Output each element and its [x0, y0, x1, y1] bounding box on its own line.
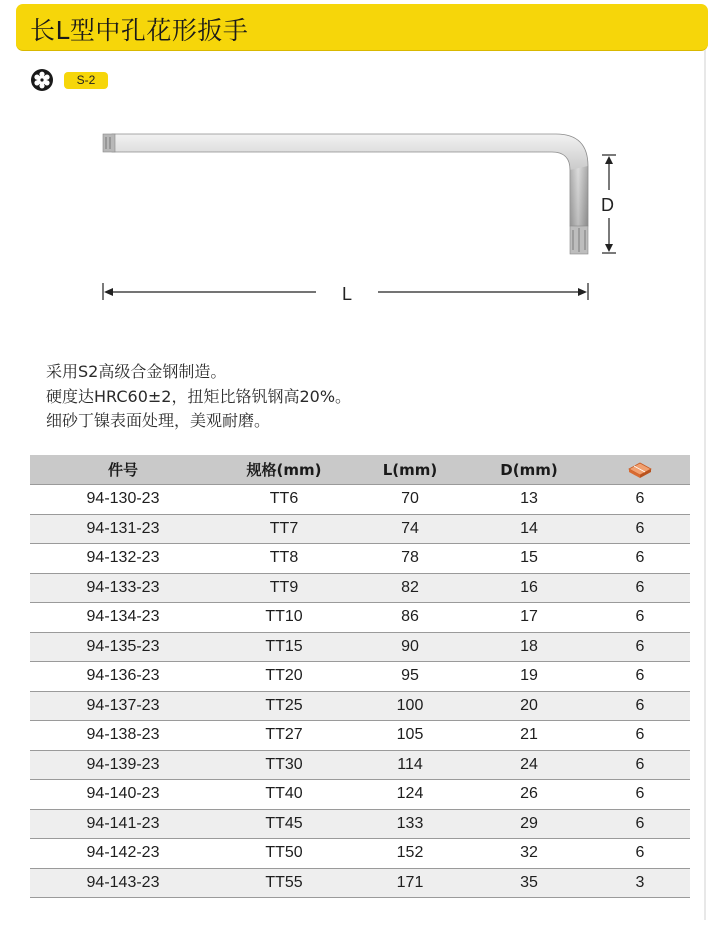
- cell-quantity: 6: [590, 721, 690, 751]
- title-bar: [16, 4, 708, 51]
- box-quantity-icon: [627, 461, 653, 479]
- table-row: [30, 485, 690, 515]
- cell-diameter: 20: [468, 691, 590, 721]
- cell-part-number: 94-143-23: [30, 868, 216, 898]
- table-row: [30, 809, 690, 839]
- cell-spec: TT8: [216, 544, 352, 574]
- cell-quantity: 6: [590, 573, 690, 603]
- cell-diameter: 18: [468, 632, 590, 662]
- header-length: L(mm): [352, 455, 468, 485]
- cell-quantity: 6: [590, 750, 690, 780]
- cell-quantity: 6: [590, 691, 690, 721]
- description-line: 细砂丁镍表面处理，美观耐磨。: [46, 411, 271, 430]
- cell-part-number: 94-137-23: [30, 691, 216, 721]
- cell-length: 74: [352, 514, 468, 544]
- cell-quantity: 6: [590, 632, 690, 662]
- cell-part-number: 94-132-23: [30, 544, 216, 574]
- cell-spec: TT40: [216, 780, 352, 810]
- cell-spec: TT7: [216, 514, 352, 544]
- cell-spec: TT27: [216, 721, 352, 751]
- header-diameter: D(mm): [468, 455, 590, 485]
- s2-badge: S-2: [64, 72, 108, 89]
- spec-table: [30, 455, 690, 898]
- cell-diameter: 24: [468, 750, 590, 780]
- table-header-row: [30, 455, 690, 485]
- cell-length: 152: [352, 839, 468, 869]
- cell-spec: TT15: [216, 632, 352, 662]
- l-wrench-shape: [103, 134, 588, 254]
- cell-part-number: 94-130-23: [30, 485, 216, 515]
- page-title: 长L型中孔花形扳手: [30, 16, 249, 45]
- cell-part-number: 94-131-23: [30, 514, 216, 544]
- cell-quantity: 6: [590, 662, 690, 692]
- cell-length: 82: [352, 573, 468, 603]
- cell-diameter: 16: [468, 573, 590, 603]
- cell-part-number: 94-142-23: [30, 839, 216, 869]
- dim-l-label: L: [342, 284, 353, 304]
- cell-spec: TT6: [216, 485, 352, 515]
- cell-diameter: 26: [468, 780, 590, 810]
- table-row: [30, 514, 690, 544]
- cell-part-number: 94-133-23: [30, 573, 216, 603]
- cell-length: 95: [352, 662, 468, 692]
- cell-spec: TT45: [216, 809, 352, 839]
- cell-part-number: 94-141-23: [30, 809, 216, 839]
- header-part-no: 件号: [30, 455, 216, 485]
- cell-spec: TT30: [216, 750, 352, 780]
- cell-diameter: 35: [468, 868, 590, 898]
- cell-quantity: 6: [590, 544, 690, 574]
- cell-quantity: 6: [590, 839, 690, 869]
- table-row: [30, 780, 690, 810]
- wrench-drawing: [0, 100, 713, 320]
- table-row: [30, 750, 690, 780]
- cell-spec: TT55: [216, 868, 352, 898]
- cell-quantity: 3: [590, 868, 690, 898]
- cell-spec: TT10: [216, 603, 352, 633]
- cell-length: 90: [352, 632, 468, 662]
- cell-length: 114: [352, 750, 468, 780]
- cell-diameter: 32: [468, 839, 590, 869]
- description-line: 硬度达HRC60±2，扭矩比铬钒钢高20%。: [46, 386, 352, 406]
- table-row: [30, 632, 690, 662]
- header-spec: 规格(mm): [216, 455, 352, 485]
- cell-part-number: 94-134-23: [30, 603, 216, 633]
- cell-quantity: 6: [590, 485, 690, 515]
- cell-quantity: 6: [590, 603, 690, 633]
- table-row: [30, 603, 690, 633]
- cell-diameter: 13: [468, 485, 590, 515]
- cell-spec: TT20: [216, 662, 352, 692]
- cell-part-number: 94-136-23: [30, 662, 216, 692]
- description-line: 采用S2高级合金钢制造。: [46, 362, 227, 381]
- table-row: [30, 691, 690, 721]
- cell-part-number: 94-135-23: [30, 632, 216, 662]
- cell-length: 105: [352, 721, 468, 751]
- cell-diameter: 21: [468, 721, 590, 751]
- cell-diameter: 14: [468, 514, 590, 544]
- cell-length: 78: [352, 544, 468, 574]
- cell-diameter: 17: [468, 603, 590, 633]
- cell-quantity: 6: [590, 780, 690, 810]
- cell-part-number: 94-138-23: [30, 721, 216, 751]
- header-quantity: [590, 455, 690, 485]
- cell-length: 171: [352, 868, 468, 898]
- cell-diameter: 15: [468, 544, 590, 574]
- table-row: [30, 662, 690, 692]
- cell-spec: TT50: [216, 839, 352, 869]
- cell-part-number: 94-139-23: [30, 750, 216, 780]
- cell-spec: TT25: [216, 691, 352, 721]
- table-row: [30, 573, 690, 603]
- cell-quantity: 6: [590, 809, 690, 839]
- cell-quantity: 6: [590, 514, 690, 544]
- table-row: [30, 721, 690, 751]
- dim-d-label: D: [601, 195, 614, 215]
- cell-length: 133: [352, 809, 468, 839]
- torx-icon: [30, 68, 54, 92]
- cell-length: 100: [352, 691, 468, 721]
- table-row: [30, 868, 690, 898]
- product-description: [46, 360, 351, 434]
- table-row: [30, 839, 690, 869]
- cell-part-number: 94-140-23: [30, 780, 216, 810]
- cell-diameter: 29: [468, 809, 590, 839]
- cell-length: 70: [352, 485, 468, 515]
- cell-diameter: 19: [468, 662, 590, 692]
- cell-length: 124: [352, 780, 468, 810]
- cell-length: 86: [352, 603, 468, 633]
- table-row: [30, 544, 690, 574]
- cell-spec: TT9: [216, 573, 352, 603]
